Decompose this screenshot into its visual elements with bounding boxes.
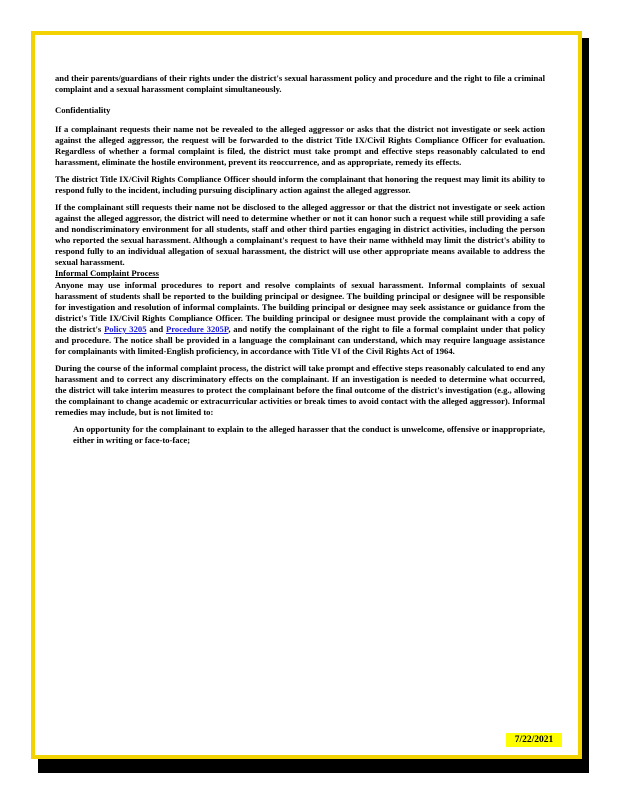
remedy-bullet-text: An opportunity for the complainant to explain to the alleged harasser that the conduct is unwelcome, offensive or inappropriate, either in writing or face-to-face; (73, 424, 545, 445)
document-body (55, 73, 545, 446)
informal-paragraph-1-end: , and notify the complainant of the right to file a formal complaint under that policy and procedure. The notice shall be provided in a language the complainant can understand, which may require language assistance for complainants with limited-English proficiency, in accordance with Title VI of the Civil Rights Act of 1964. (55, 324, 545, 356)
informal-paragraph-2: During the course of the informal complaint process, the district will take prompt and effective steps reasonably calculated to end any harassment and to correct any discriminatory effects on the complainant. If an investigation is needed to determine what occurred, the district will take interim measures to protect the complainant before the final outcome of the district's investigation (e.g., allowing the complainant to change academic or extracurricular activities or break times to avoid contact with the alleged aggressor). Informal remedies may include, but is not limited to: (55, 363, 545, 417)
confidentiality-paragraph-3: If the complainant still requests their name not be disclosed to the alleged aggressor or that the district not investigate or seek action against the alleged aggressor, the district will need to determine whether or not it can honor such a request while still providing a safe and nondiscriminatory environment for all students, staff and other third parties engaging in district activities, including the person who reported the sexual harassment. Although a complainant's request to have their name withheld may limit the district's ability to respond fully to an individual allegation of sexual harassment, the district will use other appropriate means available to address the sexual harassment. (55, 202, 545, 267)
confidentiality-paragraph-1: If a complainant requests their name not be revealed to the alleged aggressor or asks that the district not investigate or seek action against the alleged aggressor, the request will be forwarded to the district Title IX/Civil Rights Compliance Officer for evaluation. Regardless of whether a formal complaint is filed, the district must take prompt and effective steps reasonably calculated to end harassment, eliminate the hostile environment, prevent its reoccurrence, and as appropriate, remedy its effects. (55, 124, 545, 167)
policy-3205-link[interactable]: Policy 3205 (104, 324, 147, 334)
confidentiality-paragraph-2: The district Title IX/Civil Rights Compliance Officer should inform the complainant that honoring the request may limit its ability to respond fully to the incident, including pursuing disciplinary action against the alleged aggressor. (55, 174, 545, 195)
informal-paragraph-1-start: Anyone may use informal procedures to report and resolve complaints of sexual harassment. Informal complaints of sexual harassment of students shall be reported to the building principal or designee. The building principal or designee will be responsible for investigation and resolution of informal complaints. The building principal or designee may seek assistance or guidance from the district's Title IX/Civil Rights Compliance Officer. The building principal or designee must provide the complainant with a copy of the district's (55, 280, 545, 334)
confidentiality-heading: Confidentiality (55, 105, 111, 115)
and-connector: and (149, 324, 164, 334)
footer-date: 7/22/2021 (506, 733, 562, 747)
informal-paragraph-1 (55, 280, 545, 357)
procedure-3205p-link[interactable]: Procedure 3205P (165, 324, 229, 334)
remedy-bullet-item (55, 424, 545, 446)
intro-paragraph: and their parents/guardians of their rights under the district's sexual harassment policy and procedure and the right to file a criminal complaint and a sexual harassment complaint simultaneously. (55, 73, 545, 94)
informal-complaint-heading: Informal Complaint Process (55, 268, 159, 278)
document-page (31, 31, 582, 759)
bullet-marker-icon (55, 424, 63, 446)
